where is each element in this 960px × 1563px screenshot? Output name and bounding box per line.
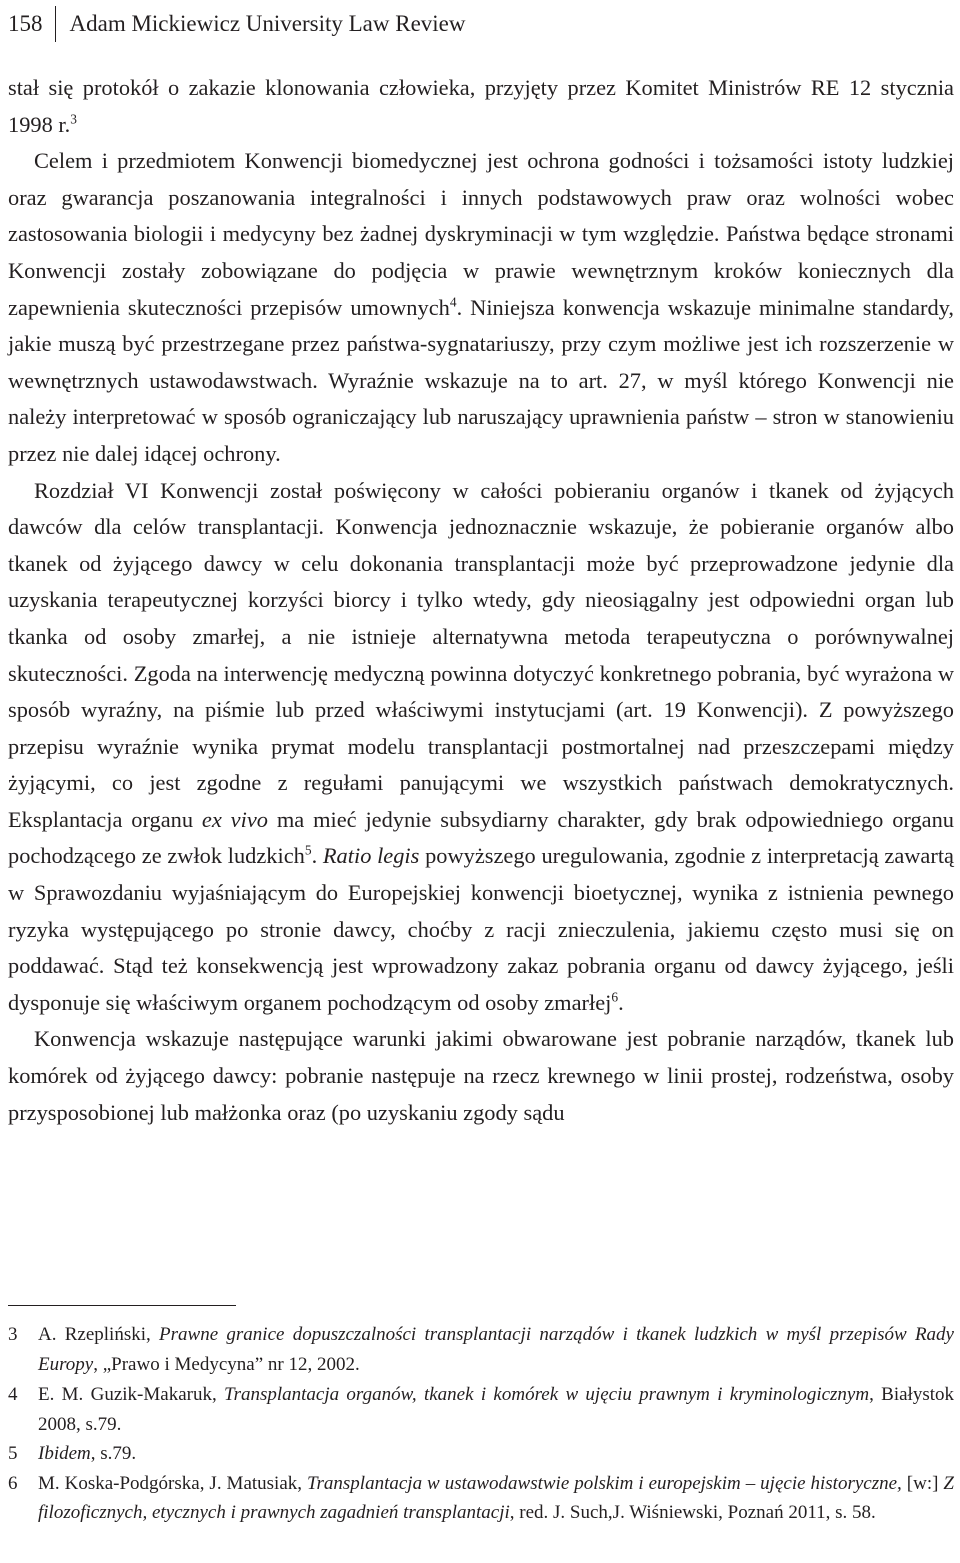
footnote-number: 5 (8, 1443, 18, 1464)
page-number: 158 (8, 11, 43, 36)
footnote-number: 4 (8, 1384, 18, 1405)
body-text (8, 70, 954, 1131)
footnote-4: 4 E. M. Guzik-Makaruk, Transplantacja organów, tkanek i komórek w ujęciu prawnym i kryminologicznym, Białystok 2008, s.79. (8, 1380, 954, 1439)
paragraph-2: Celem i przedmiotem Konwencji biomedycznej jest ochrona godności i tożsamości istoty ludzkiej oraz gwarancja poszanowania integralności i innych podstawowych praw oraz wolności wobec zastosowania biologii i medycyny bez żadnej dyskryminacji w tym względzie. Państwa będące stronami Konwencji zostały zobowiązane do podjęcia w prawie wewnętrznym kroków koniecznych dla zapewnienia skuteczności przepisów umownych$^4$. Niniejsza konwencja wskazuje minimalne standardy, jakie muszą być przestrzegane przez państwa-sygnatariuszy, przy czym możliwe jest ich rozszerzenie w wewnętrznych ustawodawstwach. Wyraźnie wskazuje na to art. 27, w myśl którego Konwencji nie należy interpretować w sposób ograniczający lub naruszający uprawnienia państw – stron w stanowieniu przez nie dalej idącej ochrony. (8, 148, 955, 466)
footnote-ref-3[interactable]: 3 (70, 111, 77, 127)
term-ratio-legis: Ratio legis (322, 843, 420, 869)
paragraph-1: stał się protokół o zakazie klonowania człowieka, przyjęty przez Komitet Ministrów RE 12 stycznia 1998 r.$^3$ (8, 75, 954, 137)
paragraph-3: Rozdział VI Konwencji został poświęcony w całości pobieraniu organów i tkanek od żyjących dawców dla celów transplantacji. Konwencja jednoznacznie wskazuje, że pobieranie organów albo tkanek od żyjącego dawcy w celu dokonania transplantacji może być przeprowadzone jedynie dla uzyskania terapeutycznej korzyści biorcy i tylko wtedy, gdy nieosiągalny jest odpowiedni organ lub tkanka od osoby zmarłej, a nie istnieje alternatywna metoda terapeutyczna o porównywalnej skuteczności. Zgoda na interwencję medyczną powinna dotyczyć konkretnego pobrania, być wyrażona w sposób wyraźny, na piśmie lub przed właściwymi instytucjami (art. 19 Konwencji). Z powyższego przepisu wyraźnie wynika prymat modelu transplantacji postmortalnej nad przeszczepami między żyjącymi, co jest zgodne z regułami panującymi we wszystkich państwach demokratycznych. Eksplantacja organu ex vivo ma mieć jedynie subsydiarny charakter, gdy brak odpowiedniego organu pochodzącego ze zwłok ludzkich$^5$. Ratio legis powyższego uregulowania, zgodnie z interpretacją zawartą w Sprawozdaniu wyjaśniającym do Europejskiej konwencji bioetycznej, wynika z istnienia pewnego ryzyka występującego po stronie dawcy, choćby z racji znieczulenia, jakiemu często musi się on poddawać. Stąd też konsekwencją jest wprowadzony zakaz pobrania organu od dawcy żyjącego, jeśli dysponuje się właściwym organem pochodzącym od osoby zmarłej$^6$. (8, 477, 954, 1015)
footnote-6: 6 M. Koska-Podgórska, J. Matusiak, Transplantacja w ustawodawstwie polskim i europejskim – ujęcie historyczne, [w:] Z filozoficznych, etycznych i prawnych zagadnień transplantacji, red. J. Such,J. Wiśniewski, Poznań 2011, s. 58. (8, 1469, 954, 1528)
footnote-5: 5 Ibidem, s.79. (8, 1439, 954, 1469)
paragraph-4: Konwencja wskazuje następujące warunki jakimi obwarowane jest pobranie narządów, tkanek lub komórek od żyjącego dawcy: pobranie następuje na rzecz krewnego w linii prostej, rodzeństwa, osoby przysposobionej lub małżonka oraz (po uzyskaniu zgody sądu (8, 1026, 954, 1125)
journal-title: Adam Mickiewicz University Law Review (69, 11, 466, 36)
footnote-number: 3 (8, 1324, 18, 1345)
footnote-separator (8, 1305, 236, 1306)
footnotes (8, 1320, 954, 1528)
footnote-number: 6 (8, 1472, 18, 1494)
footnote-ref-5[interactable]: 5 (304, 843, 312, 858)
term-ex-vivo: ex vivo (201, 806, 268, 832)
footnote-ref-4[interactable]: 4 (449, 294, 457, 310)
footnote-ref-6[interactable]: 6 (611, 989, 619, 1005)
running-header (8, 6, 466, 42)
footnote-3: 3 A. Rzepliński, Prawne granice dopuszczalności transplantacji narządów i tkanek ludzkich w myśl przepisów Rady Europy, „Prawo i Medycyna” nr 12, 2002. (8, 1320, 954, 1379)
